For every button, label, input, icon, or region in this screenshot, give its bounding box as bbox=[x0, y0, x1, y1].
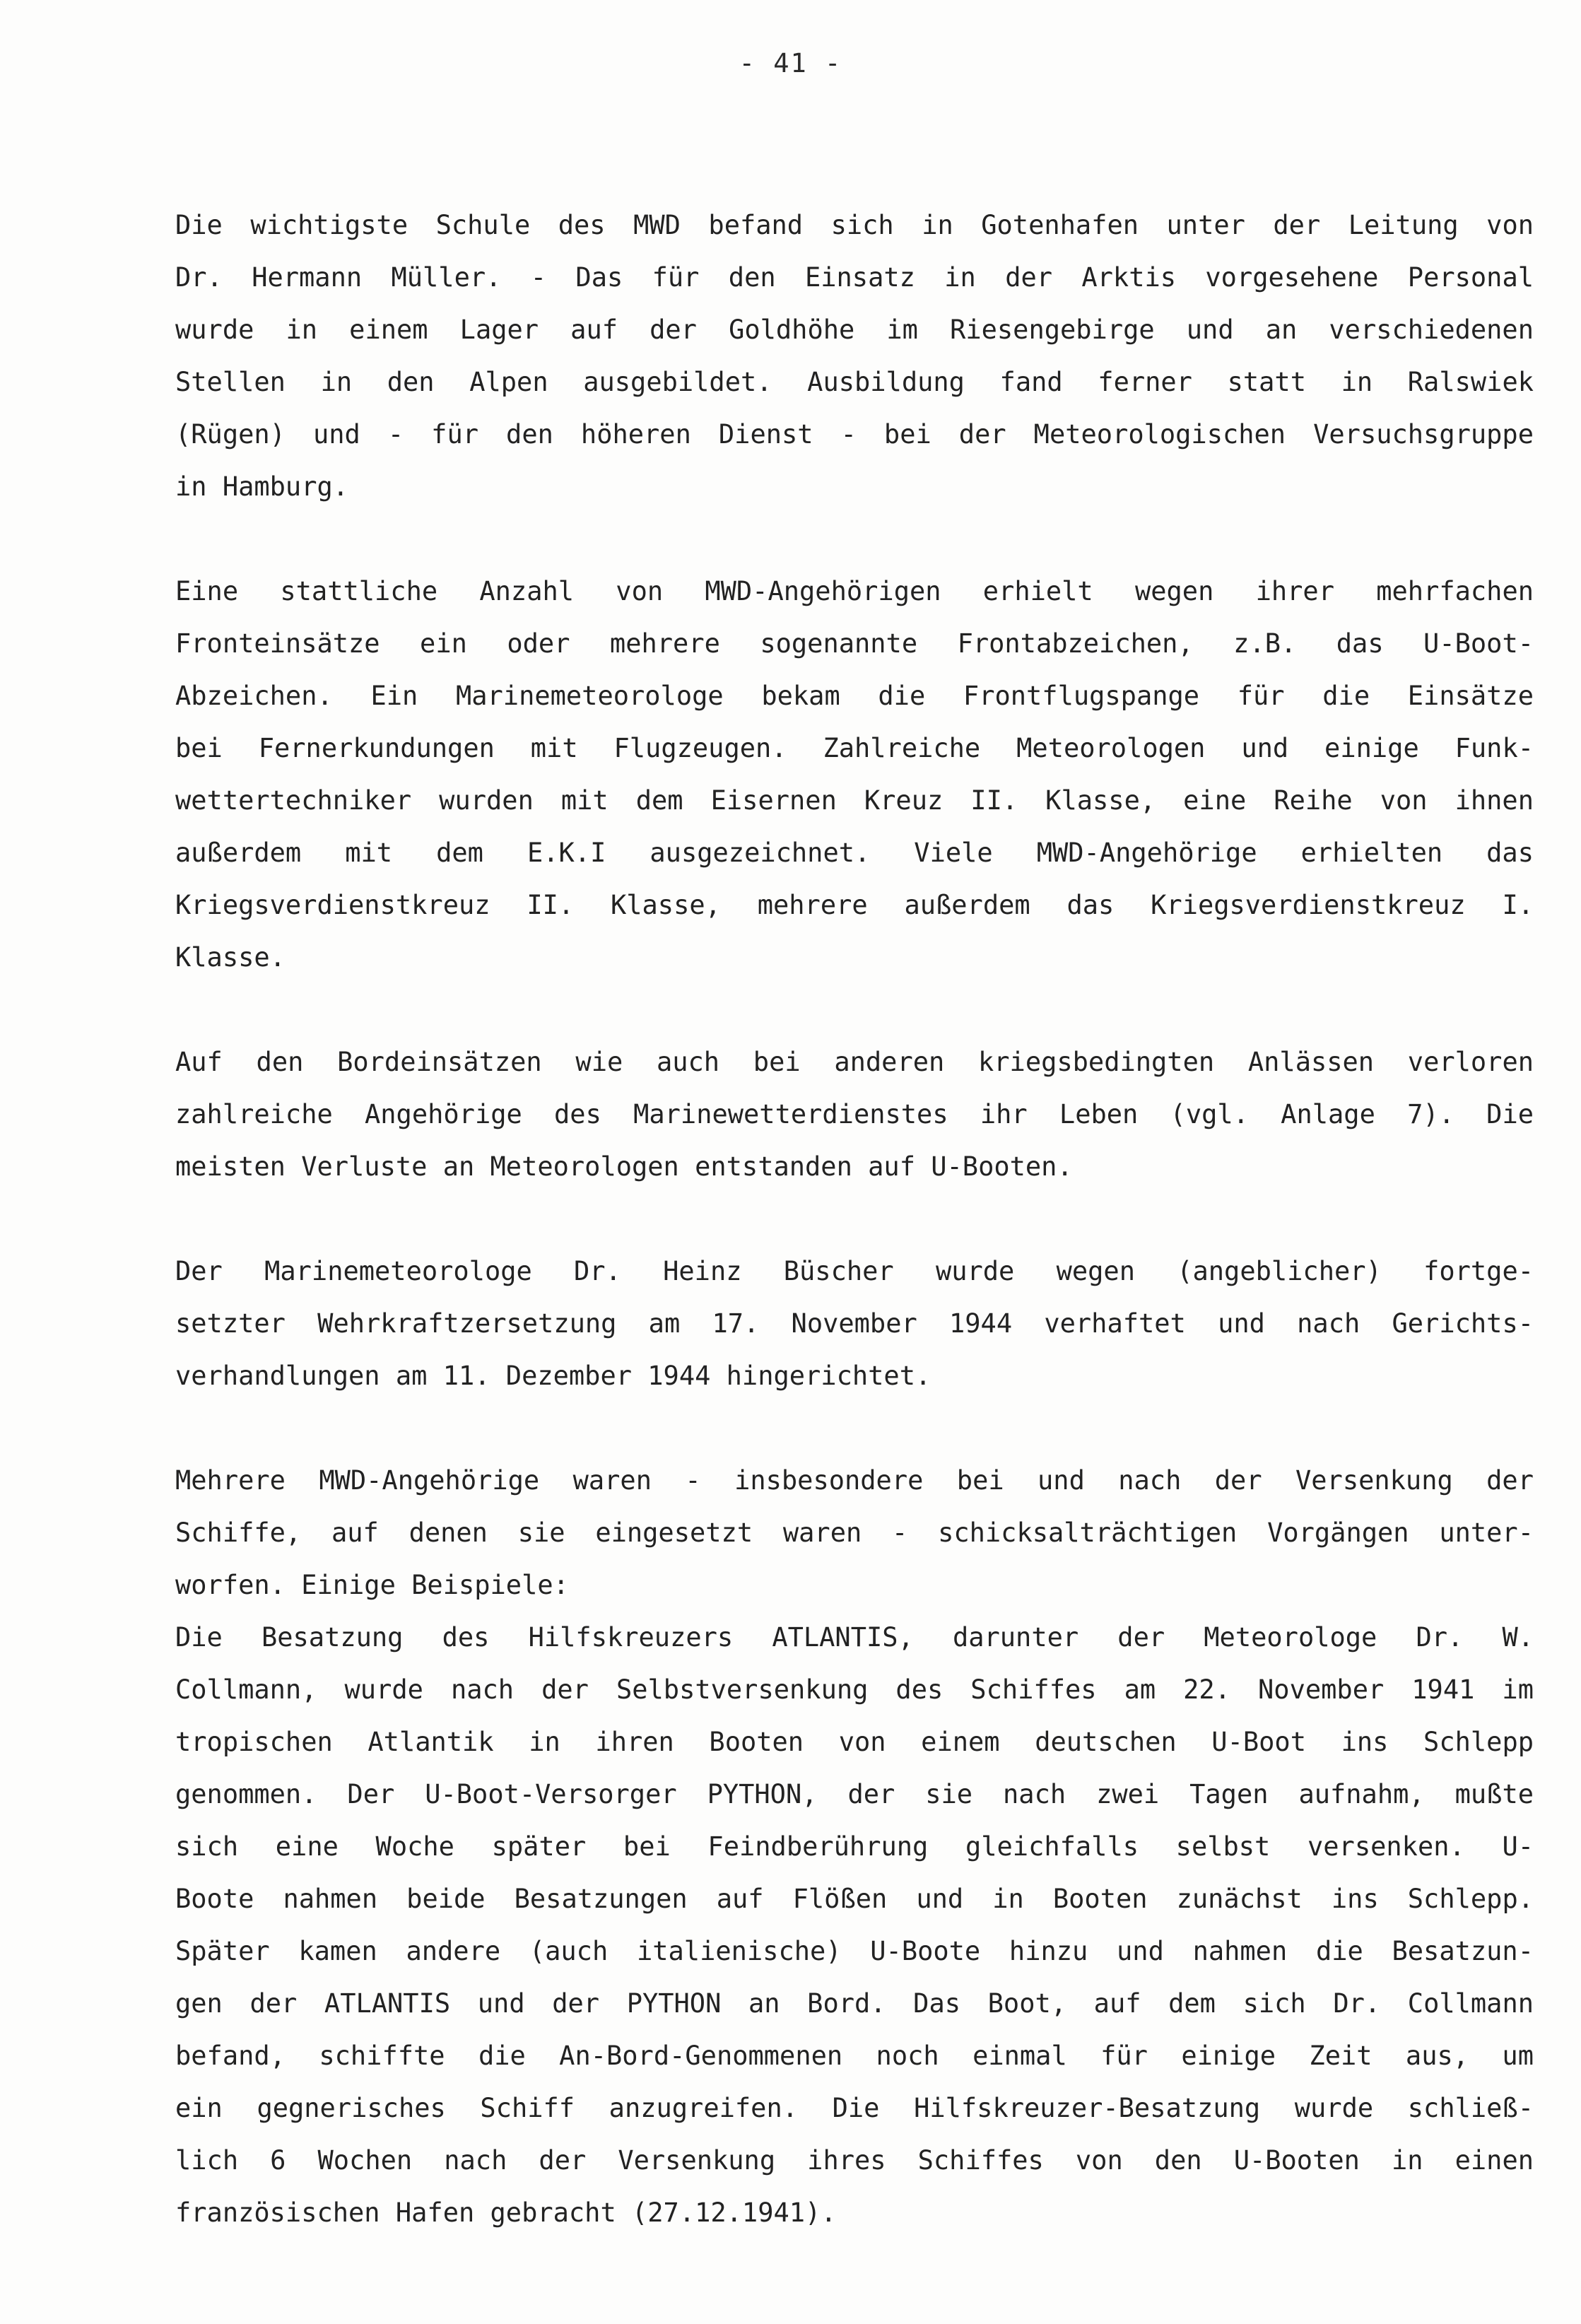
text-line: Stellen in den Alpen ausgebildet. Ausbildung fand ferner statt in Ralswiek bbox=[175, 367, 1534, 397]
text-line: Dr. Hermann Müller. - Das für den Einsatz in der Arktis vorgesehene Personal bbox=[175, 262, 1534, 293]
paragraph-training-schools bbox=[175, 199, 1534, 513]
text-line: außerdem mit dem E.K.I ausgezeichnet. Viele MWD-Angehörige erhielten das bbox=[175, 838, 1534, 868]
paragraph-losses bbox=[175, 1036, 1534, 1193]
text-line: Abzeichen. Ein Marinemeteorologe bekam die Frontflugspange für die Einsätze bbox=[175, 681, 1534, 711]
text-line: Später kamen andere (auch italienische) U-Boote hinzu und nahmen die Besatzun- bbox=[175, 1936, 1534, 1966]
paragraph-buescher bbox=[175, 1245, 1534, 1402]
text-line: gen der ATLANTIS und der PYTHON an Bord. Das Boot, auf dem sich Dr. Collmann bbox=[175, 1988, 1534, 2019]
text-line: Schiffe, auf denen sie eingesetzt waren - schicksalträchtigen Vorgängen unter- bbox=[175, 1518, 1534, 1548]
text-line: in Hamburg. bbox=[175, 471, 349, 502]
body-text bbox=[175, 199, 1534, 2239]
text-line: (Rügen) und - für den höheren Dienst - bei der Meteorologischen Versuchsgruppe bbox=[175, 419, 1534, 450]
paragraph-spacer bbox=[175, 513, 1534, 565]
text-line: meisten Verluste an Meteorologen entstanden auf U-Booten. bbox=[175, 1151, 1073, 1182]
text-line: wettertechniker wurden mit dem Eisernen Kreuz II. Klasse, eine Reihe von ihnen bbox=[175, 785, 1534, 816]
text-line: Mehrere MWD-Angehörige waren - insbesondere bei und nach der Versenkung der bbox=[175, 1465, 1534, 1496]
text-line: bei Fernerkundungen mit Flugzeugen. Zahlreiche Meteorologen und einige Funk- bbox=[175, 733, 1534, 763]
text-line: sich eine Woche später bei Feindberührung gleichfalls selbst versenken. U- bbox=[175, 1831, 1534, 1862]
text-line: französischen Hafen gebracht (27.12.1941). bbox=[175, 2197, 837, 2228]
paragraph-spacer bbox=[175, 984, 1534, 1036]
text-line: worfen. Einige Beispiele: bbox=[175, 1570, 569, 1600]
text-line: Der Marinemeteorologe Dr. Heinz Büscher wurde wegen (angeblicher) fortge- bbox=[175, 1256, 1534, 1286]
paragraph-atlantis bbox=[175, 1612, 1534, 2239]
text-line: lich 6 Wochen nach der Versenkung ihres Schiffes von den U-Booten in einen bbox=[175, 2145, 1534, 2176]
text-line: wurde in einem Lager auf der Goldhöhe im Riesengebirge und an verschiedenen bbox=[175, 315, 1534, 345]
text-line: Boote nahmen beide Besatzungen auf Flößen und in Booten zunächst ins Schlepp. bbox=[175, 1884, 1534, 1914]
text-line: zahlreiche Angehörige des Marinewetterdienstes ihr Leben (vgl. Anlage 7). Die bbox=[175, 1099, 1534, 1129]
text-line: Fronteinsätze ein oder mehrere sogenannte Frontabzeichen, z.B. das U-Boot- bbox=[175, 628, 1534, 659]
text-line: Collmann, wurde nach der Selbstversenkung des Schiffes am 22. November 1941 im bbox=[175, 1674, 1534, 1705]
text-line: befand, schiffte die An-Bord-Genommenen noch einmal für einige Zeit aus, um bbox=[175, 2041, 1534, 2071]
text-line: Kriegsverdienstkreuz II. Klasse, mehrere außerdem das Kriegsverdienstkreuz I. bbox=[175, 890, 1534, 920]
text-line: ein gegnerisches Schiff anzugreifen. Die Hilfskreuzer-Besatzung wurde schließ- bbox=[175, 2093, 1534, 2123]
paragraph-fates bbox=[175, 1455, 1534, 1612]
text-line: setzter Wehrkraftzersetzung am 17. November 1944 verhaftet und nach Gerichts- bbox=[175, 1308, 1534, 1339]
text-line: Klasse. bbox=[175, 942, 286, 973]
paragraph-decorations bbox=[175, 565, 1534, 984]
text-line: verhandlungen am 11. Dezember 1944 hingerichtet. bbox=[175, 1361, 931, 1391]
paragraph-spacer bbox=[175, 1402, 1534, 1455]
paragraph-spacer bbox=[175, 1193, 1534, 1245]
text-line: Auf den Bordeinsätzen wie auch bei anderen kriegsbedingten Anlässen verloren bbox=[175, 1047, 1534, 1077]
page-number: - 41 - bbox=[739, 48, 842, 78]
text-line: Eine stattliche Anzahl von MWD-Angehörigen erhielt wegen ihrer mehrfachen bbox=[175, 576, 1534, 606]
text-line: tropischen Atlantik in ihren Booten von einem deutschen U-Boot ins Schlepp bbox=[175, 1727, 1534, 1757]
text-line: Die Besatzung des Hilfskreuzers ATLANTIS, darunter der Meteorologe Dr. W. bbox=[175, 1622, 1534, 1653]
text-line: Die wichtigste Schule des MWD befand sich in Gotenhafen unter der Leitung von bbox=[175, 210, 1534, 240]
text-line: genommen. Der U-Boot-Versorger PYTHON, der sie nach zwei Tagen aufnahm, mußte bbox=[175, 1779, 1534, 1809]
